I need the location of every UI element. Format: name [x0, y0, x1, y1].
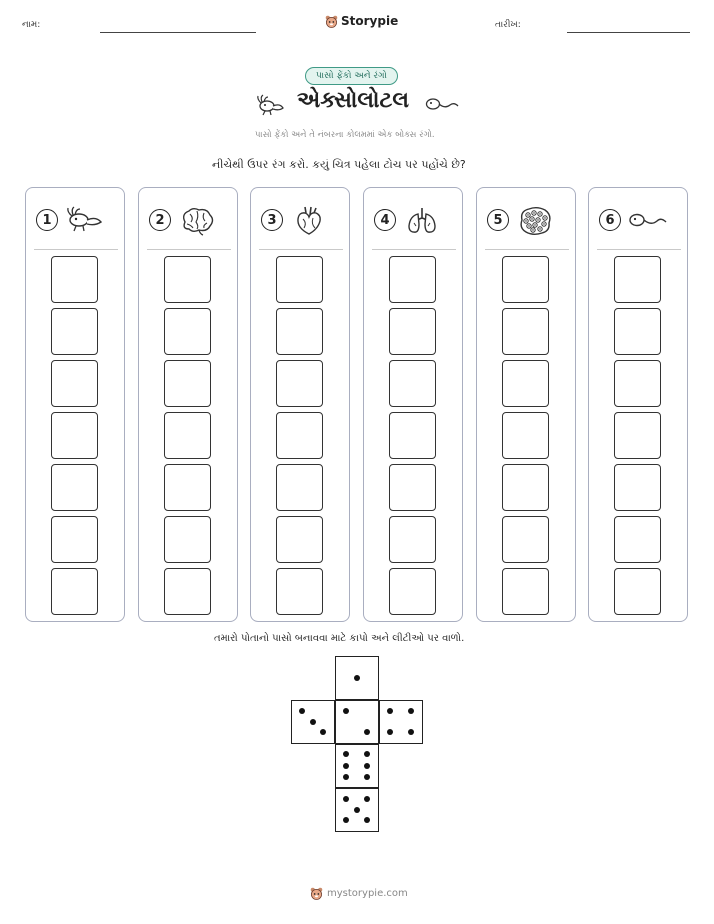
- column-number: 2: [149, 209, 171, 231]
- storypie-logo-icon: [325, 15, 338, 28]
- dice-pip: [320, 729, 326, 735]
- color-box[interactable]: [51, 568, 98, 615]
- column-number: 1: [36, 209, 58, 231]
- column-divider: [34, 249, 118, 250]
- color-box[interactable]: [614, 464, 661, 511]
- brand-logo: [325, 14, 398, 28]
- color-box[interactable]: [164, 256, 211, 303]
- color-box[interactable]: [614, 308, 661, 355]
- dice-pip: [310, 719, 316, 725]
- dice-face[interactable]: [379, 700, 423, 744]
- dice-pip: [364, 763, 370, 769]
- column-divider: [259, 249, 343, 250]
- color-box[interactable]: [51, 516, 98, 563]
- column-number: 5: [487, 209, 509, 231]
- dice-pip: [343, 796, 349, 802]
- dice-pip: [354, 807, 360, 813]
- color-box[interactable]: [164, 308, 211, 355]
- color-box[interactable]: [389, 360, 436, 407]
- dice-face[interactable]: [335, 788, 379, 832]
- color-box[interactable]: [164, 412, 211, 459]
- color-box[interactable]: [51, 464, 98, 511]
- dice-pip: [343, 708, 349, 714]
- color-box[interactable]: [502, 464, 549, 511]
- color-box[interactable]: [164, 568, 211, 615]
- column-header: [149, 200, 229, 240]
- date-label: તારીખ:: [495, 20, 521, 30]
- storypie-logo-icon: [310, 887, 323, 900]
- column-divider: [597, 249, 681, 250]
- column-4: [363, 187, 463, 622]
- page-title: એક્સોલોટલ: [297, 88, 409, 113]
- color-box[interactable]: [389, 464, 436, 511]
- page-subtitle: પાસો ફેંકો અને તે નંબરના કોલમમાં એક બોક્સ રંગો.: [255, 130, 435, 140]
- color-box[interactable]: [502, 516, 549, 563]
- dice-face[interactable]: [335, 656, 379, 700]
- column-header: [261, 200, 341, 240]
- color-box[interactable]: [389, 308, 436, 355]
- color-box[interactable]: [164, 464, 211, 511]
- color-box[interactable]: [276, 464, 323, 511]
- color-box[interactable]: [51, 412, 98, 459]
- column-number: 3: [261, 209, 283, 231]
- color-box[interactable]: [51, 256, 98, 303]
- column-header: [36, 200, 116, 240]
- footer-url[interactable]: mystorypie.com: [327, 888, 408, 899]
- column-3: [250, 187, 350, 622]
- name-line[interactable]: [100, 32, 256, 33]
- color-box[interactable]: [51, 308, 98, 355]
- column-header: [487, 200, 567, 240]
- color-box[interactable]: [502, 360, 549, 407]
- dice-pip: [299, 708, 305, 714]
- question-text: નીચેથી ઉપર રંગ કરો. કયું ચિત્ર પહેલા ટોચ પર પહોંચે છે?: [212, 158, 466, 171]
- dice-pip: [354, 675, 360, 681]
- column-divider: [147, 249, 231, 250]
- color-box[interactable]: [276, 308, 323, 355]
- dice-pip: [408, 729, 414, 735]
- lungs-icon: [402, 204, 442, 236]
- color-box[interactable]: [389, 412, 436, 459]
- heart-icon: [289, 204, 329, 236]
- color-box[interactable]: [502, 568, 549, 615]
- date-line[interactable]: [567, 32, 690, 33]
- cut-instruction: તમારો પોતાનો પાસો બનાવવા માટે કાપો અને લીટીઓ પર વાળો.: [214, 633, 465, 644]
- column-header: [374, 200, 454, 240]
- dice-pip: [364, 817, 370, 823]
- color-box[interactable]: [389, 516, 436, 563]
- dice-pip: [343, 817, 349, 823]
- dice-pip: [387, 708, 393, 714]
- dice-face[interactable]: [335, 744, 379, 788]
- color-box[interactable]: [614, 256, 661, 303]
- axolotl-icon: [255, 93, 285, 117]
- column-number: 4: [374, 209, 396, 231]
- color-box[interactable]: [51, 360, 98, 407]
- color-box[interactable]: [389, 256, 436, 303]
- egg-cluster-icon: [515, 204, 555, 236]
- dice-face[interactable]: [335, 700, 379, 744]
- name-label: નામ:: [22, 20, 41, 30]
- tadpole-icon: [627, 204, 667, 236]
- color-box[interactable]: [276, 412, 323, 459]
- column-2: [138, 187, 238, 622]
- column-number: 6: [599, 209, 621, 231]
- dice-pip: [364, 796, 370, 802]
- dice-face[interactable]: [291, 700, 335, 744]
- column-header: [599, 200, 679, 240]
- color-box[interactable]: [614, 568, 661, 615]
- footer: [310, 887, 408, 900]
- color-box[interactable]: [276, 516, 323, 563]
- activity-badge: પાસો ફેંકો અને રંગો: [305, 67, 398, 85]
- column-1: [25, 187, 125, 622]
- dice-pip: [364, 729, 370, 735]
- color-box[interactable]: [502, 412, 549, 459]
- dice-pip: [387, 729, 393, 735]
- dice-pip: [343, 774, 349, 780]
- column-divider: [485, 249, 569, 250]
- color-box[interactable]: [502, 308, 549, 355]
- brain-icon: [177, 204, 217, 236]
- color-box[interactable]: [164, 516, 211, 563]
- dice-pip: [364, 751, 370, 757]
- color-box[interactable]: [614, 360, 661, 407]
- color-box[interactable]: [614, 516, 661, 563]
- dice-pip: [343, 763, 349, 769]
- column-6: [588, 187, 688, 622]
- color-box[interactable]: [164, 360, 211, 407]
- dice-pip: [364, 774, 370, 780]
- color-box[interactable]: [389, 568, 436, 615]
- dice-pip: [343, 751, 349, 757]
- brand-name: Storypie: [341, 14, 399, 28]
- color-box[interactable]: [614, 412, 661, 459]
- color-box[interactable]: [276, 568, 323, 615]
- column-divider: [372, 249, 456, 250]
- color-box[interactable]: [276, 360, 323, 407]
- dice-pip: [408, 708, 414, 714]
- column-5: [476, 187, 576, 622]
- axolotl-icon: [64, 204, 104, 236]
- tadpole-icon: [425, 96, 459, 114]
- color-box[interactable]: [276, 256, 323, 303]
- color-box[interactable]: [502, 256, 549, 303]
